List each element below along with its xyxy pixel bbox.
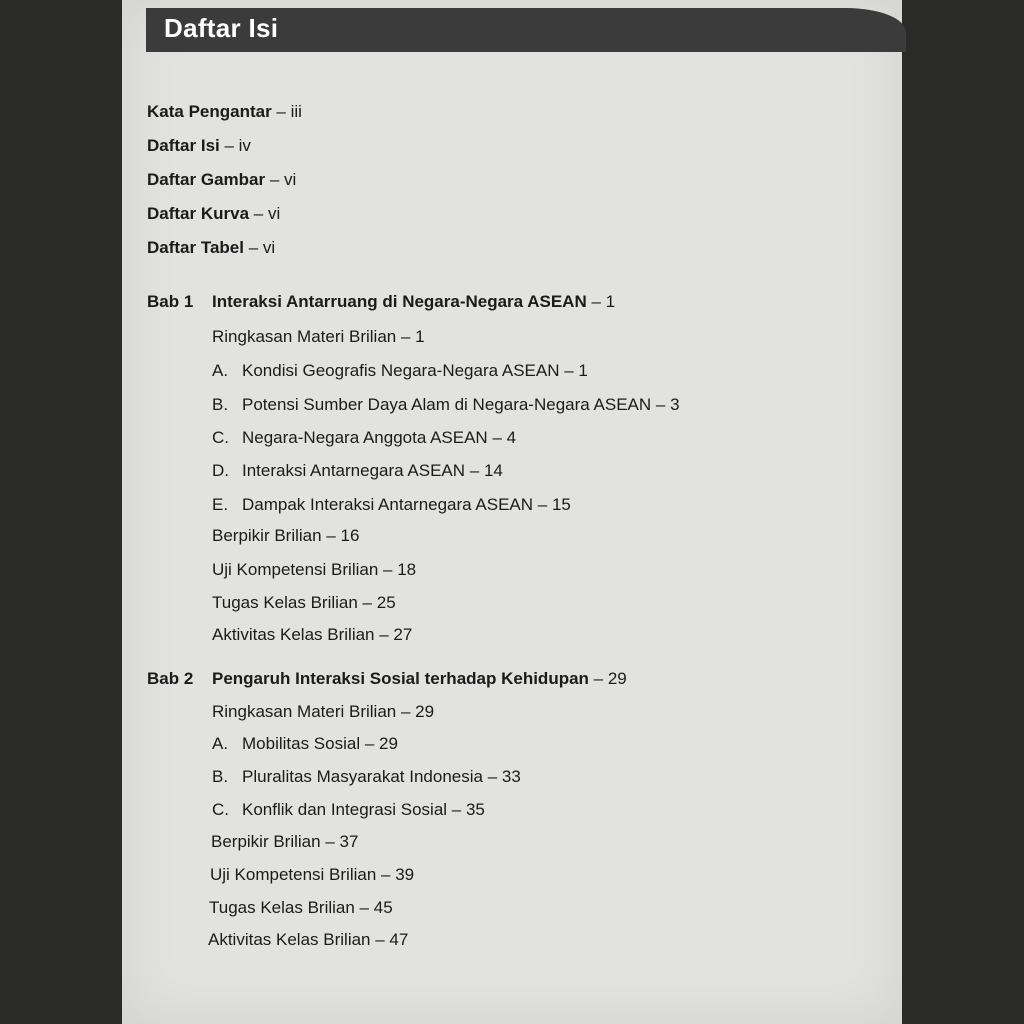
toc-section: D. — [212, 461, 229, 480]
toc-item: Aktivitas Kelas Brilian – 47 — [208, 930, 409, 949]
chapter-title: Interaksi Antarruang di Negara-Negara ASEAN — [212, 292, 587, 311]
toc-item: Ringkasan Materi Brilian – 1 — [212, 327, 425, 346]
toc-item: Uji Kompetensi Brilian – 18 — [212, 560, 417, 579]
chapter-heading — [147, 669, 193, 689]
toc-item: Aktivitas Kelas Brilian – 27 — [212, 625, 413, 644]
chapter-page: 1 — [605, 292, 616, 311]
toc-section-label: Kondisi Geografis Negara-Negara ASEAN – 1 — [242, 361, 588, 380]
header-banner — [146, 8, 906, 52]
chapter-title-line: Interaksi Antarruang di Negara-Negara ASEAN – 1 — [212, 292, 616, 311]
toc-item: Tugas Kelas Brilian – 25 — [212, 593, 396, 612]
toc-section: E. — [212, 495, 229, 514]
toc-section: C. — [212, 800, 229, 819]
toc-section: C. — [212, 428, 229, 447]
chapter-heading — [147, 292, 193, 312]
toc-section-label: Konflik dan Integrasi Sosial – 35 — [242, 800, 485, 819]
toc-section: B. — [212, 767, 229, 786]
toc-section-label: Pluralitas Masyarakat Indonesia – 33 — [242, 767, 521, 786]
toc-item: Uji Kompetensi Brilian – 39 — [210, 865, 415, 884]
book-page — [122, 0, 902, 1024]
toc-front-item: Kata Pengantar – iii — [147, 102, 302, 121]
toc-front-item: Daftar Kurva – vi — [147, 204, 281, 223]
chapter-title: Pengaruh Interaksi Sosial terhadap Kehidupan — [212, 669, 589, 688]
toc-item: Ringkasan Materi Brilian – 29 — [212, 702, 435, 721]
toc-section-label: Mobilitas Sosial – 29 — [242, 734, 398, 753]
chapter-number: Bab 2 — [147, 669, 194, 688]
toc-section: A. — [212, 361, 229, 380]
chapter-number: Bab 1 — [147, 292, 194, 311]
toc-front-item: Daftar Tabel – vi — [147, 238, 276, 257]
toc-section: B. — [212, 395, 229, 414]
toc-front-item: Daftar Gambar – vi — [147, 170, 297, 189]
toc-item: Berpikir Brilian – 37 — [211, 832, 359, 851]
toc-item: Berpikir Brilian – 16 — [212, 526, 360, 545]
toc-section-label: Interaksi Antarnegara ASEAN – 14 — [242, 461, 503, 480]
toc-section-label: Potensi Sumber Daya Alam di Negara-Negara ASEAN – 3 — [242, 395, 680, 414]
toc-section-label: Dampak Interaksi Antarnegara ASEAN – 15 — [242, 495, 571, 514]
toc-front-item: Daftar Isi – iv — [147, 136, 251, 155]
page-title: Daftar Isi — [164, 13, 279, 43]
chapter-title-line: Pengaruh Interaksi Sosial terhadap Kehidupan – 29 — [212, 669, 627, 688]
toc-section-label: Negara-Negara Anggota ASEAN – 4 — [242, 428, 517, 447]
chapter-page: 29 — [607, 669, 627, 688]
toc-item: Tugas Kelas Brilian – 45 — [209, 898, 393, 917]
toc-section: A. — [212, 734, 229, 753]
